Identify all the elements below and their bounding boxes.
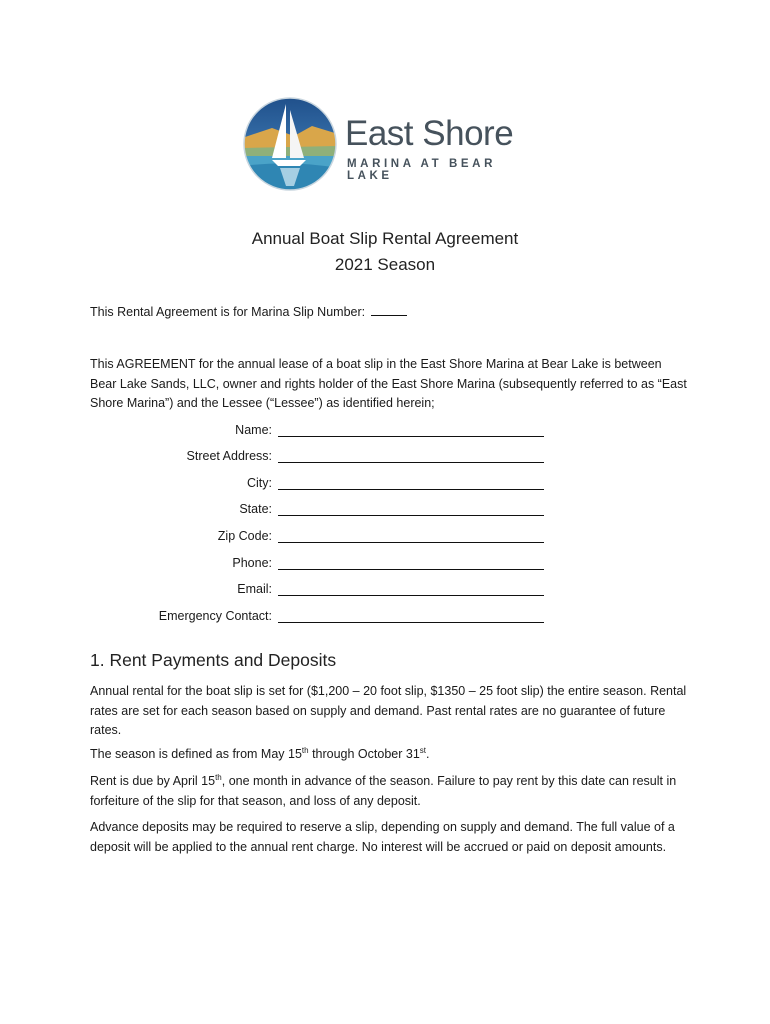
field-blank-line[interactable]: [278, 462, 544, 463]
agreement-intro: This AGREEMENT for the annual lease of a boat slip in the East Shore Marina at Bear Lake is between Bear Lake Sands, LLC, owner and rights holder of the East Shore Marina (subsequently referred to as “East Shore Marina”) and the Lessee (“Lessee”) as identified herein;: [90, 357, 687, 410]
field-blank-line[interactable]: [278, 515, 544, 516]
logo-subtitle-text: MARINA AT BEAR LAKE: [347, 158, 496, 182]
due-paragraph: [90, 772, 690, 811]
season-text-a: The season is defined as from May 15: [90, 747, 302, 761]
slip-number-line: [90, 303, 407, 319]
field-label: Name:: [235, 423, 272, 437]
field-blank-line[interactable]: [278, 489, 544, 490]
sailboat-emblem-icon: [242, 96, 338, 192]
lessee-field-row: [0, 554, 770, 574]
rent-paragraph: Annual rental for the boat slip is set for ($1,200 – 20 foot slip, $1350 – 25 foot slip) the entire season. Rental rates are set for each season based on supply and demand. Past rental rates are no guarantee of future rates.: [90, 684, 687, 737]
lessee-field-row: [0, 447, 770, 467]
deposit-paragraph: Advance deposits may be required to reserve a slip, depending on supply and demand. The full value of a deposit will be applied to the annual rent charge. No interest will be accrued or paid on deposit amounts.: [90, 820, 675, 854]
field-label: Phone:: [232, 556, 272, 570]
lessee-field-row: [0, 527, 770, 547]
field-blank-line[interactable]: [278, 595, 544, 596]
due-sup: th: [215, 772, 222, 782]
lessee-field-row: [0, 474, 770, 494]
slip-number-blank[interactable]: [371, 303, 407, 316]
section-heading: 1. Rent Payments and Deposits: [90, 650, 337, 670]
lessee-field-row: [0, 421, 770, 441]
logo-brand-text: East Shore: [345, 114, 514, 153]
season-text-b: through October 31: [308, 747, 420, 761]
field-label: State:: [239, 502, 272, 516]
season-text-c: .: [426, 747, 430, 761]
east-shore-logo: [242, 96, 532, 192]
field-blank-line[interactable]: [278, 436, 544, 437]
field-blank-line[interactable]: [278, 622, 544, 623]
field-label: Street Address:: [186, 449, 272, 463]
lessee-field-row: [0, 607, 770, 627]
field-label: Email:: [237, 582, 272, 596]
lessee-field-row: [0, 580, 770, 600]
field-blank-line[interactable]: [278, 569, 544, 570]
due-text-a: Rent is due by April 15: [90, 774, 216, 788]
field-label: Emergency Contact:: [158, 609, 272, 623]
lessee-field-row: [0, 500, 770, 520]
slip-number-label: This Rental Agreement is for Marina Slip Number:: [90, 305, 366, 319]
due-text-b: , one month in advance of the season. Failure to pay rent by this date can result in forfeiture of the slip for that season, and loss of any deposit.: [90, 774, 677, 808]
document-title: Annual Boat Slip Rental Agreement: [251, 229, 519, 248]
document-season: 2021 Season: [334, 255, 436, 274]
field-label: City:: [247, 476, 272, 490]
field-label: Zip Code:: [217, 529, 272, 543]
field-blank-line[interactable]: [278, 542, 544, 543]
season-sup-1: th: [301, 745, 309, 755]
season-sup-2: st: [419, 745, 427, 755]
season-paragraph: [90, 745, 690, 765]
